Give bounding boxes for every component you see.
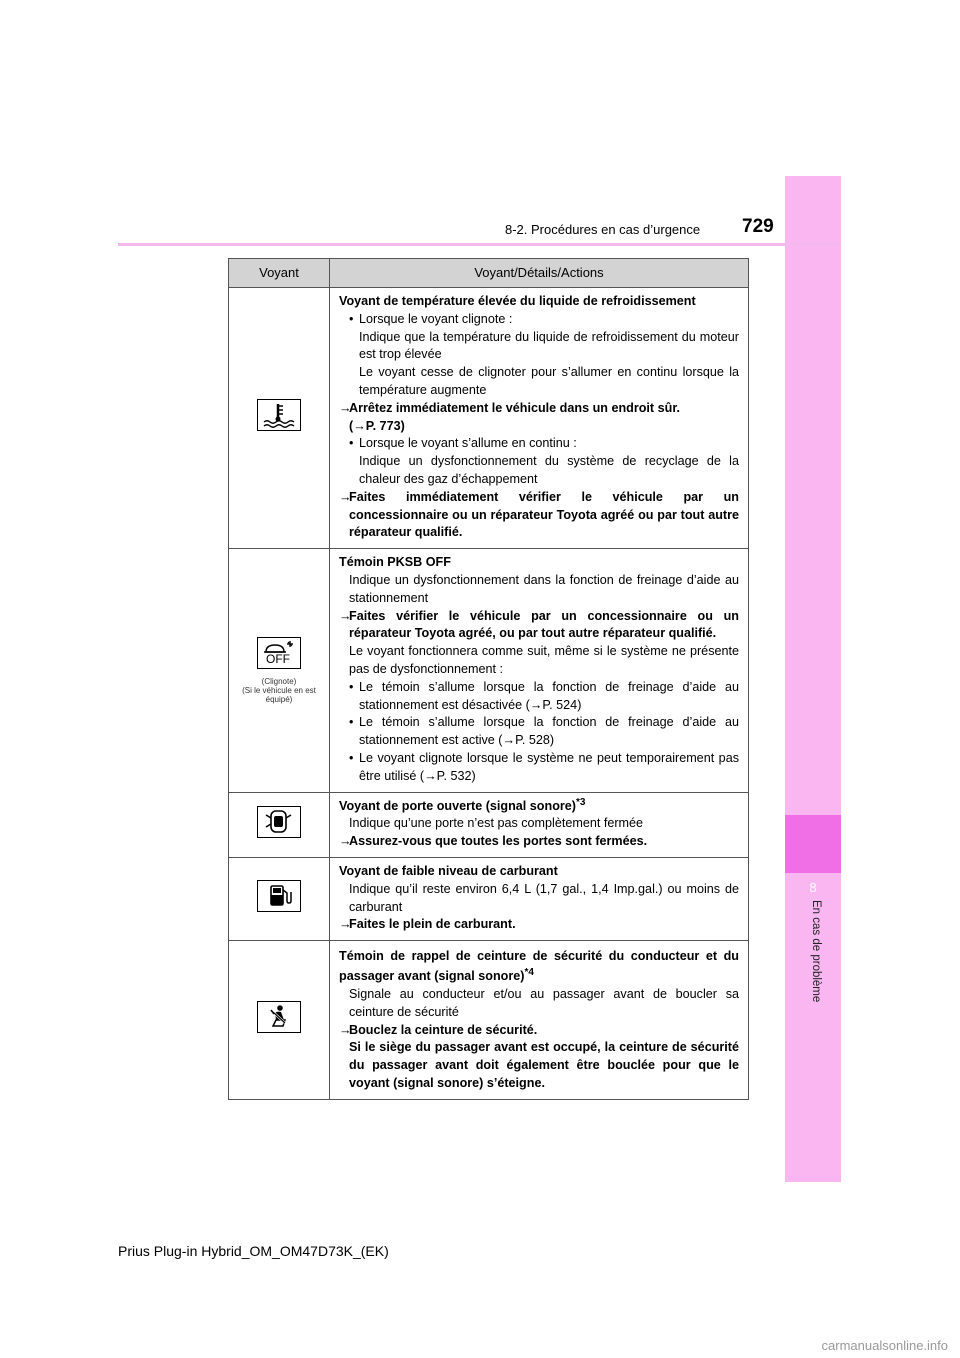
bullet-text: Le voyant clignote lorsque le système ne peut temporairement pas être utilisé (→P. 532) (359, 750, 739, 783)
section-title: 8-2. Procédures en cas d’urgence (505, 222, 701, 237)
action-item: → Faites vérifier le véhicule par un concessionnaire ou un réparateur Toyota agréé, ou par tout autre réparateur qualifié. (339, 608, 739, 644)
row-title (339, 798, 739, 816)
page-number: 729 (742, 216, 774, 237)
action-item: → Bouclez la ceinture de sécurité. (339, 1022, 739, 1040)
row-title: Voyant de température élevée du liquide de refroidissement (339, 294, 696, 308)
coolant-temperature-icon (257, 399, 301, 431)
icon-cell (229, 941, 330, 1100)
description-cell (330, 857, 749, 940)
row-title: Voyant de faible niveau de carburant (339, 863, 558, 878)
pksb-off-label: OFF (266, 651, 290, 666)
action-text: Faites le plein de carburant. (349, 917, 516, 932)
warning-lights-table (228, 258, 749, 1100)
action-item: → Faites immédiatement vérifier le véhicule par un concessionnaire ou un réparateur Toyota agréé ou par tout autre réparateur qualifié. (339, 489, 739, 542)
detail-text: Signale au conducteur et/ou au passager avant de boucler sa ceinture de sécurité (349, 987, 739, 1019)
row-title-text: Témoin de rappel de ceinture de sécurité du conducteur et du passager avant (signal sonore) (339, 949, 739, 984)
col-header-details: Voyant/Détails/Actions (330, 259, 749, 288)
action-text: Bouclez la ceinture de sécurité. (349, 1022, 538, 1037)
row-title-text: Voyant de porte ouverte (signal sonore) (339, 798, 576, 813)
bullet-item: • Le voyant clignote lorsque le système ne peut temporairement pas être utilisé (→P. 532) (339, 750, 739, 786)
chapter-marker (785, 815, 841, 873)
bullet-item: • Lorsque le voyant s’allume en continu : (339, 435, 739, 453)
col-header-voyant: Voyant (229, 259, 330, 288)
icon-cell (229, 288, 330, 549)
door-open-icon (257, 806, 301, 838)
icon-cell (229, 792, 330, 857)
bullet-text: Le témoin s’allume lorsque la fonction de freinage d’aide au stationnement est active (→P. 528) (359, 715, 739, 748)
bullet-item: • Lorsque le voyant clignote : (339, 311, 739, 329)
table-header-row (229, 259, 749, 288)
description-cell (330, 549, 749, 792)
table-row (229, 549, 749, 792)
table-row (229, 792, 749, 857)
description-cell (330, 941, 749, 1100)
bullet-text: Lorsque le voyant clignote : (359, 311, 513, 326)
low-fuel-icon (257, 880, 301, 912)
icon-cell (229, 549, 330, 792)
bullet-item: • Le témoin s’allume lorsque la fonction de freinage d’aide au stationnement est désactivée (→P. 524) (339, 679, 739, 715)
description-cell (330, 792, 749, 857)
detail-text: Indique qu’il reste environ 6,4 L (1,7 gal., 1,4 Imp.gal.) ou moins de carburant (349, 881, 739, 914)
action-item: → Faites le plein de carburant. (339, 916, 739, 934)
detail-text: Indique que la température du liquide de refroidissement du moteur est trop élevée (359, 329, 739, 362)
detail-text: Indique un dysfonctionnement dans la fonction de freinage d’aide au stationnement (349, 572, 739, 605)
header-divider (118, 243, 840, 246)
watermark: carmanualsonline.info (821, 1338, 948, 1353)
icon-cell (229, 857, 330, 940)
bullet-item: • Le témoin s’allume lorsque la fonction de freinage d’aide au stationnement est active (→P. 528) (339, 714, 739, 750)
row-title: Témoin PKSB OFF (339, 555, 451, 570)
action-text: Arrêtez immédiatement le véhicule dans un endroit sûr. (349, 400, 681, 415)
table-row (229, 288, 749, 549)
action-detail: Si le siège du passager avant est occupé, la ceinture de sécurité du passager avant doit également être bouclée pour que le voyant (signal sonore) s’éteigne. (349, 1040, 739, 1091)
side-tab (785, 176, 841, 1182)
description-cell (330, 288, 749, 549)
action-text: Assurez-vous que toutes les portes sont fermées. (349, 834, 648, 849)
footnote-marker: *3 (576, 796, 586, 808)
seatbelt-reminder-icon (257, 1001, 301, 1033)
action-item: → Arrêtez immédiatement le véhicule dans un endroit sûr. (339, 400, 739, 418)
table-row (229, 857, 749, 940)
pksb-off-icon (257, 637, 301, 669)
detail-text: Indique qu’une porte n’est pas complètement fermée (349, 816, 644, 831)
action-text: Faites vérifier le véhicule par un concessionnaire ou un réparateur Toyota agréé, ou par tout autre réparateur qualifié. (349, 608, 739, 641)
action-text: Faites immédiatement vérifier le véhicule par un concessionnaire ou un réparateur Toyota agréé ou par tout autre réparateur qualifié. (349, 489, 739, 540)
detail-text: Le voyant cesse de clignoter pour s’allumer en continu lorsque la température augmente (359, 365, 739, 397)
page-reference: (→P. 773) (349, 418, 405, 433)
footnote-marker: *4 (524, 966, 534, 978)
icon-note: (Clignote) (261, 676, 297, 686)
action-item: → Assurez-vous que toutes les portes sont fermées. (339, 833, 739, 851)
row-title (339, 946, 739, 986)
detail-text: Indique un dysfonctionnement du système de recyclage de la chaleur des gaz d’échappement (359, 454, 739, 486)
document-id: Prius Plug-in Hybrid_OM_OM47D73K_(EK) (118, 1243, 389, 1259)
table-row (229, 941, 749, 1100)
icon-note: (Si le véhicule en est équipé) (242, 685, 316, 704)
bullet-text: Le témoin s’allume lorsque la fonction de freinage d’aide au stationnement est désactivée (→P. 524) (359, 679, 739, 712)
bullet-text: Lorsque le voyant s’allume en continu : (359, 436, 577, 451)
chapter-title: En cas de problème (810, 900, 822, 1003)
detail-text: Le voyant fonctionnera comme suit, même si le système ne présente pas de dysfonctionnement : (349, 644, 739, 676)
chapter-number: 8 (809, 880, 817, 895)
